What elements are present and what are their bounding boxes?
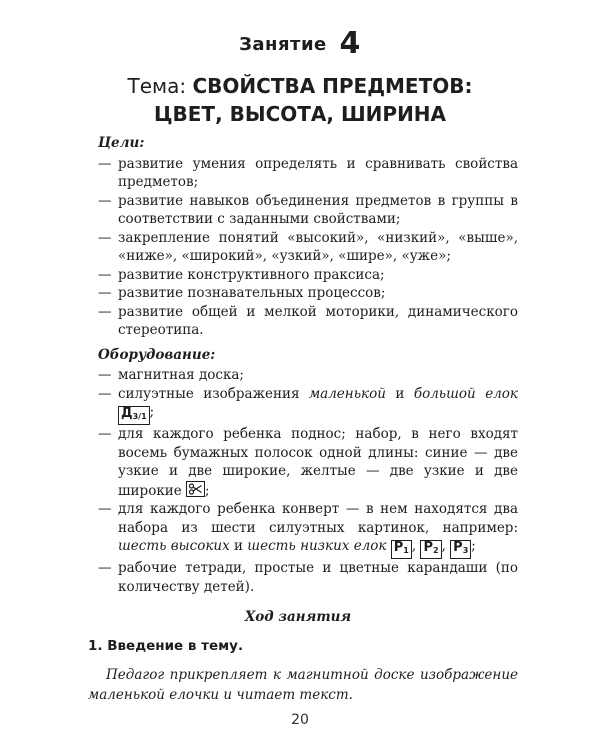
equipment-punct: ;: [149, 404, 155, 420]
equipment-text: и: [385, 385, 414, 402]
equipment-item: — рабочие тетради, простые и цветные карандаши (по количеству детей).: [98, 559, 518, 596]
equipment-punct: ;: [471, 538, 476, 554]
instruction-paragraph: Педагог прикрепляет к магнитной доске изображение маленькой елочки и читает текст.: [88, 667, 518, 703]
badge-letter: Р: [393, 540, 404, 555]
badge-subscript: 1: [403, 546, 409, 555]
badge-subscript: 3/1: [132, 412, 147, 421]
equipment-punct: ;: [205, 482, 210, 499]
topic-title-part-1: СВОЙСТВА ПРЕДМЕТОВ:: [192, 74, 473, 98]
equipment-heading: Оборудование:: [98, 346, 216, 363]
badge-letter: Д: [121, 406, 133, 421]
equipment-item: [98, 385, 518, 426]
goals-list: [98, 155, 518, 340]
topic-prefix: Тема:: [127, 74, 187, 98]
equipment-item: [98, 425, 518, 500]
badge-subscript: 2: [433, 546, 439, 555]
equipment-list: [98, 366, 518, 596]
equipment-italic: большой елок: [413, 385, 518, 402]
lesson-content: [88, 134, 518, 705]
goals-heading: Цели:: [98, 135, 145, 151]
goal-item: — развитие навыков объединения предметов в группы в соответствии с заданными свойствами;: [98, 192, 518, 229]
material-reference-badge: [391, 540, 412, 559]
badge-letter: Р: [423, 540, 433, 555]
badge-letter: Р: [453, 540, 463, 555]
material-reference-badge: [450, 540, 471, 559]
equipment-text: и: [229, 538, 248, 554]
badge-separator: ,: [411, 538, 417, 554]
equipment-text: для каждого ребенка поднос; набор, в него входят восемь бумажных полосок одной длины: синие — две узкие и две широкие, желтые — две узкие и две широкие: [118, 426, 518, 499]
lesson-label: Занятие: [239, 34, 327, 55]
lesson-progress-heading: Ход занятия: [244, 609, 352, 625]
page-number: 20: [291, 712, 309, 728]
topic-heading: [0, 72, 600, 128]
equipment-text: силуэтные изображения: [118, 385, 309, 402]
topic-line-1: [0, 72, 600, 100]
goal-item: — развитие конструктивного праксиса;: [98, 266, 518, 285]
badge-subscript: 3: [462, 546, 469, 555]
section-heading: 1. Введение в тему.: [88, 637, 244, 654]
goal-item: — развитие умения определять и сравнивать свойства предметов;: [98, 155, 518, 192]
equipment-text: для каждого ребенка конверт — в нем находятся два набора из шести силуэтных картинок, например:: [118, 501, 518, 536]
equipment-italic: маленькой: [308, 385, 386, 402]
lesson-number: 4: [339, 26, 361, 61]
topic-title-part-2: ЦВЕТ, ВЫСОТА, ШИРИНА: [153, 102, 447, 126]
material-reference-badge: [118, 406, 150, 425]
equipment-italic: шесть низких елок: [247, 538, 387, 554]
badge-separator: ,: [441, 538, 446, 554]
material-reference-badge: [420, 540, 441, 559]
goal-item: — развитие общей и мелкой моторики, динамического стереотипа.: [98, 303, 518, 340]
lesson-title: [0, 26, 600, 61]
goal-item: — развитие познавательных процессов;: [98, 284, 518, 303]
goal-item: — закрепление понятий «высокий», «низкий», «выше», «ниже», «широкий», «узкий», «шире», «уже»;: [98, 229, 518, 266]
scissors-icon: [186, 481, 205, 497]
equipment-italic: шесть высоких: [118, 538, 230, 554]
equipment-item: — магнитная доска;: [98, 366, 518, 385]
equipment-item: [98, 500, 518, 559]
